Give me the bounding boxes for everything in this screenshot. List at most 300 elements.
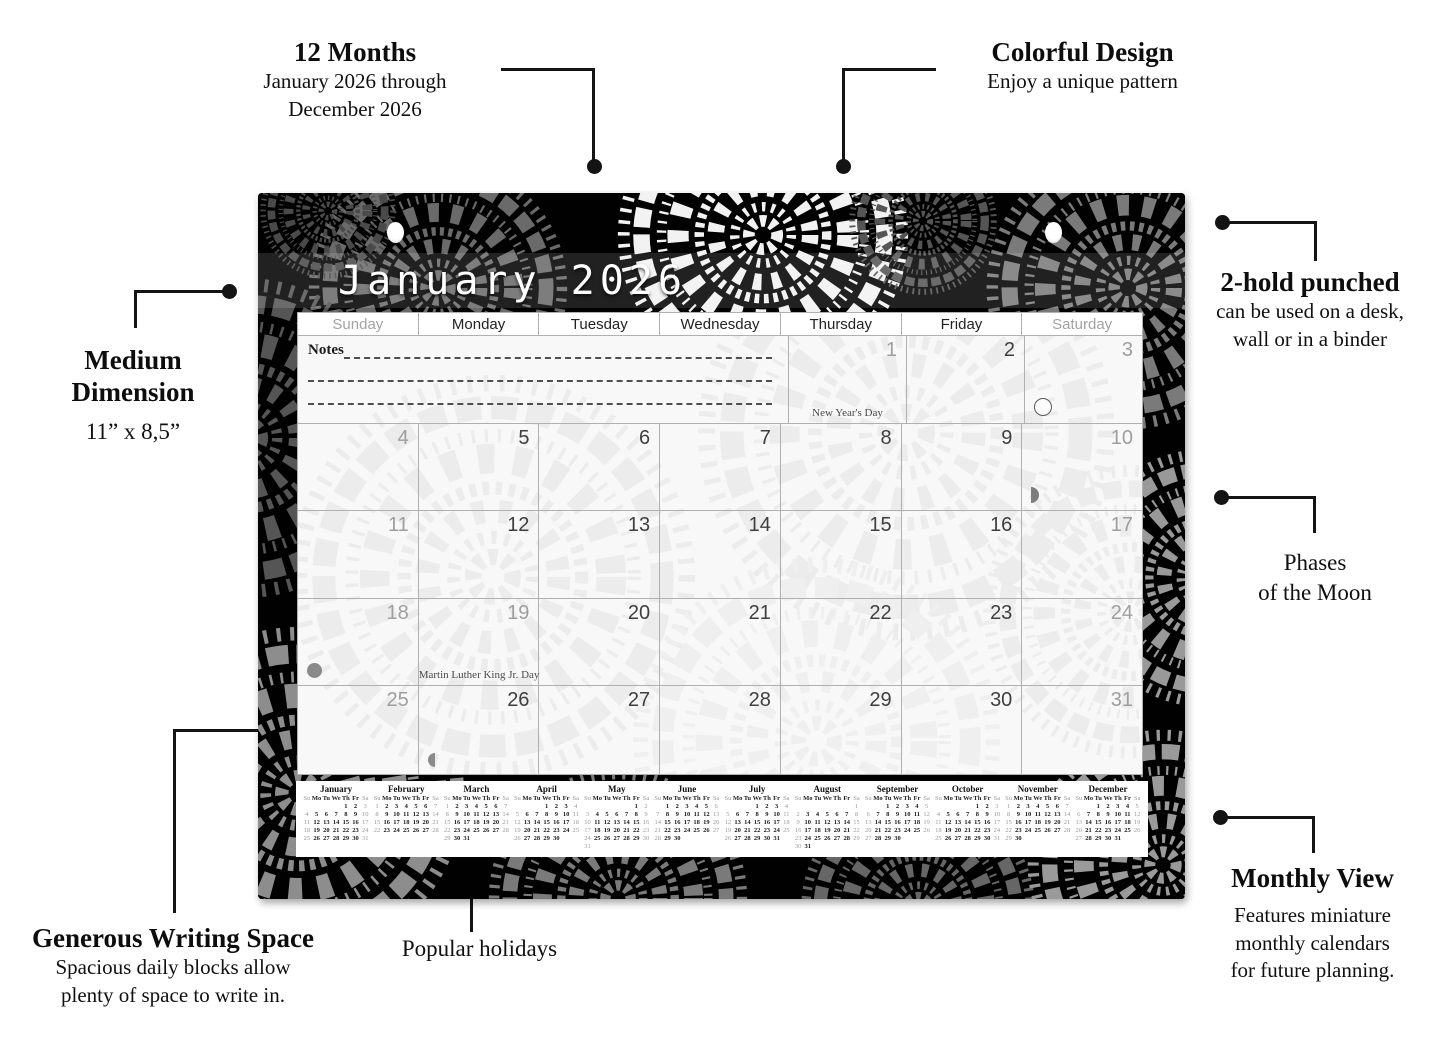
callout-dot-monthly-view (1213, 810, 1228, 825)
mini-date: 25 (693, 827, 700, 834)
day-header-thursday: Thursday (781, 313, 902, 336)
mini-date: 7 (1065, 803, 1069, 810)
day-header-friday: Friday (902, 313, 1023, 336)
week-row (298, 336, 1142, 424)
notes-label: Notes (308, 342, 344, 358)
mini-date: 3 (1116, 803, 1120, 810)
date-number: 6 (639, 426, 651, 449)
mini-date: 2 (385, 803, 389, 810)
mini-date-empty (813, 843, 823, 851)
mini-day-abbrev: Tu (533, 795, 541, 802)
mini-date: 19 (412, 819, 420, 826)
mini-date: 23 (1104, 827, 1112, 834)
mini-date: 5 (515, 811, 519, 818)
mini-date: 13 (422, 811, 429, 818)
mini-day-abbrev: We (471, 795, 481, 802)
mini-month-grid (442, 795, 510, 843)
date-number: 26 (507, 689, 530, 712)
mini-date: 23 (553, 827, 560, 834)
date-number: 11 (387, 514, 409, 537)
annotation-title: Medium (84, 345, 182, 375)
day-cell-3 (1025, 336, 1142, 424)
mini-date: 17 (683, 819, 691, 826)
mini-date: 30 (553, 835, 560, 842)
mini-date: 26 (412, 827, 420, 834)
mini-date: 28 (964, 835, 971, 842)
mini-date: 5 (946, 811, 950, 818)
day-cell-6 (539, 424, 660, 512)
mini-day-abbrev: Su (513, 795, 521, 802)
day-cell-24 (1022, 599, 1142, 687)
annotation-12-months (240, 36, 470, 123)
mini-date-empty (592, 843, 602, 851)
mini-month-grid (513, 795, 581, 843)
mini-date: 14 (1085, 819, 1092, 826)
day-cell-19 (419, 599, 540, 687)
mini-date: 9 (796, 819, 800, 826)
mini-date: 10 (393, 811, 400, 818)
mini-day-abbrev: We (963, 795, 973, 802)
mini-date: 13 (323, 819, 330, 826)
mini-day-abbrev: We (752, 795, 762, 802)
mini-day-abbrev: Sa (923, 795, 930, 802)
mini-month-grid (1004, 795, 1072, 843)
mini-date: 29 (1094, 835, 1102, 842)
mini-date: 7 (1086, 811, 1091, 818)
mini-date: 16 (983, 819, 991, 826)
date-number: 20 (627, 601, 651, 624)
mini-date-empty (873, 803, 883, 811)
mini-date: 29 (543, 835, 550, 842)
mini-day-abbrev: Th (412, 795, 420, 802)
mini-month-name: February (388, 784, 425, 794)
mini-day-abbrev: Sa (362, 795, 369, 802)
mini-date: 6 (494, 803, 498, 810)
mini-day-abbrev: Mo (803, 795, 813, 802)
mini-date: 2 (1016, 803, 1020, 810)
mini-date: 22 (974, 827, 981, 834)
month-grid (297, 312, 1143, 775)
mini-date: 31 (1114, 835, 1121, 842)
mini-date: 13 (1075, 819, 1082, 826)
date-number: 10 (1110, 426, 1134, 449)
day-cell-5 (419, 424, 540, 512)
day-cell-30 (902, 686, 1023, 774)
mini-date: 27 (1054, 827, 1061, 834)
mini-day-abbrev: Th (622, 795, 631, 802)
mini-date: 30 (673, 835, 681, 842)
mini-date: 10 (683, 811, 691, 818)
mini-calendar-august (793, 784, 861, 854)
day-header-wednesday: Wednesday (660, 313, 781, 336)
mini-date: 3 (995, 803, 999, 810)
mini-date: 4 (305, 811, 309, 818)
annotation-colorful-design (965, 36, 1200, 96)
mini-date: 7 (876, 811, 880, 818)
holiday-label: Martin Luther King Jr. Day (418, 669, 540, 682)
mini-date: 30 (763, 835, 771, 842)
mini-day-abbrev: Su (934, 795, 942, 802)
mini-date: 26 (724, 835, 732, 842)
mini-date-empty (1074, 803, 1084, 811)
mini-date: 16 (763, 819, 771, 826)
mini-date: 16 (352, 819, 359, 826)
mini-date: 26 (824, 835, 831, 842)
mini-date: 4 (695, 803, 699, 810)
mini-date: 21 (874, 827, 882, 834)
mini-calendar-january (302, 784, 370, 854)
date-number: 5 (518, 426, 530, 449)
mini-day-abbrev: Tu (603, 795, 611, 802)
mini-date: 28 (874, 835, 882, 842)
mini-date: 7 (433, 803, 438, 810)
mini-date: 11 (403, 811, 410, 818)
mini-date: 10 (1114, 811, 1121, 818)
day-cell-11 (298, 511, 419, 599)
mini-day-abbrev: Th (552, 795, 561, 802)
mini-date: 20 (1075, 827, 1082, 834)
mini-date: 25 (403, 827, 410, 834)
mini-date: 18 (913, 819, 921, 826)
mini-date: 9 (1016, 811, 1020, 818)
mini-date: 6 (615, 811, 619, 818)
day-cell-22 (781, 599, 902, 687)
mini-date: 19 (1133, 819, 1141, 826)
mini-day-abbrev: Su (303, 795, 311, 802)
callout-dot-phases-moon (1214, 490, 1229, 505)
mini-date: 12 (724, 819, 732, 826)
day-cell-26 (419, 686, 540, 774)
callout-line-12-months (501, 68, 595, 71)
mini-day-abbrev: Th (1043, 795, 1052, 802)
mini-date: 11 (303, 819, 310, 826)
annotation-phases-moon (1240, 548, 1390, 608)
mini-date: 8 (445, 811, 449, 818)
mini-date: 21 (332, 827, 340, 834)
mini-date: 1 (375, 803, 379, 810)
mini-calendars-strip (296, 781, 1148, 857)
mini-date: 15 (884, 819, 891, 826)
mini-day-abbrev: Sa (783, 795, 790, 802)
mini-date: 27 (323, 835, 330, 842)
mini-date: 26 (514, 835, 521, 842)
mini-month-name: March (463, 784, 490, 794)
mini-day-abbrev: We (542, 795, 552, 802)
mini-date: 5 (925, 803, 929, 810)
mini-date: 19 (482, 819, 490, 826)
mini-date: 7 (334, 811, 338, 818)
mini-date: 6 (324, 811, 328, 818)
mini-date: 25 (1124, 827, 1131, 834)
mini-date: 16 (794, 827, 802, 834)
mini-date: 23 (673, 827, 681, 834)
mini-date: 25 (572, 827, 580, 834)
day-cell-10 (1022, 424, 1142, 512)
mini-day-abbrev: Fr (983, 795, 991, 802)
mini-date: 10 (1024, 811, 1032, 818)
mini-date-empty (682, 835, 692, 843)
mini-date: 31 (773, 835, 780, 842)
mini-date: 23 (453, 827, 461, 834)
mini-date: 1 (634, 803, 638, 810)
mini-date: 31 (804, 843, 812, 850)
mini-date: 23 (642, 827, 650, 834)
mini-date: 15 (664, 819, 671, 826)
mini-calendar-october (934, 784, 1002, 854)
mini-date-empty (321, 803, 331, 811)
mini-date: 17 (584, 827, 591, 834)
mini-date: 12 (482, 811, 490, 818)
mini-date: 18 (403, 819, 410, 826)
mini-date-empty (631, 843, 641, 851)
moon-phase-icon-full (1034, 398, 1052, 416)
mini-date: 24 (393, 827, 400, 834)
mini-date: 13 (954, 819, 962, 826)
mini-date: 11 (1034, 811, 1041, 818)
mini-day-abbrev: Tu (463, 795, 471, 802)
mini-date-empty (832, 803, 842, 811)
mini-date-empty (622, 843, 632, 851)
annotation-size: 11” x 8,5” (85, 418, 181, 444)
mini-date: 16 (453, 819, 461, 826)
mini-date-empty (711, 835, 721, 843)
date-number: 7 (759, 426, 771, 449)
mini-month-grid (863, 795, 931, 843)
day-cell-20 (539, 599, 660, 687)
mini-date-empty (1123, 835, 1133, 843)
mini-date: 13 (734, 819, 741, 826)
mini-date: 1 (544, 803, 549, 810)
mini-date: 26 (313, 835, 320, 842)
mini-date: 4 (595, 811, 599, 818)
mini-date: 20 (613, 827, 621, 834)
date-number: 14 (748, 514, 771, 537)
mini-date: 20 (712, 819, 720, 826)
mini-date: 4 (574, 803, 578, 810)
callout-line-two-hold-punched (1222, 221, 1317, 224)
mini-date-empty (953, 803, 963, 811)
mini-date-empty (822, 803, 832, 811)
mini-day-abbrev: Th (903, 795, 912, 802)
mini-date: 4 (815, 811, 820, 818)
mini-calendar-december (1074, 784, 1142, 854)
mini-day-abbrev: Fr (702, 795, 710, 802)
mini-date: 14 (964, 819, 971, 826)
mini-date: 22 (443, 827, 451, 834)
date-number: 19 (507, 601, 530, 624)
mini-date-empty (813, 803, 823, 811)
mini-date: 17 (993, 819, 1001, 826)
mini-date: 24 (773, 827, 780, 834)
notes-writing-line (344, 343, 772, 359)
callout-line-two-hold-punched (1314, 221, 1317, 261)
mini-date: 17 (773, 819, 780, 826)
mini-date: 6 (424, 803, 428, 810)
mini-date: 22 (753, 827, 761, 834)
mini-date: 5 (605, 811, 609, 818)
annotation-monthly-view (1205, 862, 1420, 984)
day-cell-18 (298, 599, 419, 687)
day-cell-17 (1022, 511, 1142, 599)
mini-date: 7 (745, 811, 749, 818)
callout-line-monthly-view (1220, 816, 1315, 819)
mini-date: 6 (956, 811, 960, 818)
mini-date: 29 (853, 835, 860, 842)
mini-date: 1 (975, 803, 979, 810)
annotation-title: Colorful Design (991, 37, 1174, 67)
mini-date: 17 (393, 819, 400, 826)
mini-month-name: September (876, 784, 919, 794)
mini-date-empty (934, 803, 944, 811)
mini-date: 18 (935, 827, 942, 834)
mini-date: 21 (843, 827, 850, 834)
callout-line-12-months (592, 68, 595, 166)
mini-date: 5 (414, 803, 418, 810)
mini-date-empty (491, 835, 501, 843)
date-number: 9 (1001, 426, 1013, 449)
mini-calendar-april (513, 784, 581, 854)
mini-date-empty (513, 803, 523, 811)
mini-month-grid (302, 795, 370, 843)
mini-day-abbrev: Th (692, 795, 701, 802)
mini-day-abbrev: We (401, 795, 411, 802)
mini-date: 4 (1036, 803, 1040, 810)
week-row (298, 511, 1142, 599)
mini-date: 23 (1015, 827, 1022, 834)
mini-date: 16 (1015, 819, 1022, 826)
mini-date: 18 (303, 827, 311, 834)
mini-date: 3 (905, 803, 909, 810)
mini-date: 28 (1085, 835, 1092, 842)
mini-date: 1 (886, 803, 890, 810)
mini-date: 27 (422, 827, 429, 834)
mini-date: 21 (964, 827, 971, 834)
mini-date: 20 (833, 827, 841, 834)
mini-date-empty (1043, 835, 1053, 843)
mini-date: 16 (553, 819, 560, 826)
mini-date: 22 (884, 827, 891, 834)
mini-date: 22 (373, 827, 381, 834)
mini-date: 28 (432, 827, 439, 834)
mini-date: 13 (523, 819, 531, 826)
mini-date: 16 (383, 819, 391, 826)
mini-day-abbrev: Tu (743, 795, 752, 802)
day-cell-15 (781, 511, 902, 599)
mini-date-empty (1132, 835, 1142, 843)
mini-day-abbrev: We (892, 795, 902, 802)
day-cell-27 (539, 686, 660, 774)
mini-date: 2 (455, 803, 459, 810)
mini-date: 9 (455, 811, 459, 818)
calendar-title-band (258, 253, 1185, 308)
mini-date: 4 (404, 803, 408, 810)
annotation-title: Generous Writing Space (31, 923, 315, 953)
mini-date: 28 (502, 827, 509, 834)
mini-date: 15 (1005, 819, 1012, 826)
mini-date: 5 (825, 811, 829, 818)
mini-date: 31 (362, 835, 369, 842)
mini-date: 2 (985, 803, 989, 810)
mini-date: 27 (492, 827, 500, 834)
mini-date: 27 (954, 835, 962, 842)
mini-date: 23 (894, 827, 901, 834)
mini-date: 17 (463, 819, 470, 826)
mini-date-empty (561, 835, 571, 843)
mini-date: 24 (903, 827, 911, 834)
mini-date-empty (803, 803, 813, 811)
mini-day-abbrev: Mo (522, 795, 532, 802)
mini-month-name: November (1017, 784, 1058, 794)
mini-date: 17 (1024, 819, 1032, 826)
callout-line-monthly-view (1312, 816, 1315, 853)
mini-date: 27 (833, 835, 841, 842)
calendar-title: January 2026 (338, 257, 687, 304)
day-header-sunday: Sunday (298, 313, 419, 336)
mini-date: 13 (1054, 811, 1061, 818)
mini-date: 21 (432, 819, 439, 826)
mini-day-abbrev: Sa (853, 795, 860, 802)
annotation-title: 12 Months (293, 37, 417, 67)
date-number: 23 (990, 601, 1013, 624)
mini-date: 19 (824, 827, 831, 834)
annotation-text: Features miniature (1234, 903, 1391, 928)
mini-date: 9 (554, 811, 558, 818)
mini-date: 2 (895, 803, 900, 810)
mini-date: 23 (383, 827, 391, 834)
mini-date-empty (842, 803, 852, 811)
mini-date: 15 (342, 819, 350, 826)
mini-date: 1 (1006, 803, 1011, 810)
mini-calendar-june (653, 784, 721, 854)
weeks-container (298, 336, 1142, 774)
mini-day-abbrev: Sa (993, 795, 1001, 802)
mini-date: 8 (344, 811, 348, 818)
mini-day-abbrev: Mo (873, 795, 883, 802)
mini-date: 4 (936, 811, 941, 818)
mini-date: 7 (535, 811, 539, 818)
mini-day-abbrev: Sa (1133, 795, 1141, 802)
mini-day-abbrev: Th (1113, 795, 1122, 802)
moon-phase-icon-new (307, 663, 322, 678)
mini-date: 21 (654, 827, 661, 834)
mini-date: 5 (726, 811, 730, 818)
mini-date: 12 (824, 819, 831, 826)
date-number: 25 (386, 689, 409, 712)
mini-date: 20 (323, 827, 330, 834)
mini-date: 31 (463, 835, 470, 842)
mini-date: 2 (675, 803, 679, 810)
mini-date: 17 (562, 819, 570, 826)
mini-day-abbrev: Th (833, 795, 841, 802)
mini-date-empty (622, 803, 632, 811)
mini-date: 12 (923, 811, 930, 818)
mini-date-empty (653, 803, 663, 811)
day-cell-4 (298, 424, 419, 512)
mini-date-empty (472, 835, 482, 843)
mini-date: 16 (673, 819, 681, 826)
mini-day-abbrev: Mo (311, 795, 322, 802)
mini-date: 30 (894, 835, 901, 842)
week-row (298, 686, 1142, 774)
mini-day-abbrev: Tu (954, 795, 962, 802)
mini-month-name: June (677, 784, 697, 794)
mini-day-abbrev: Th (973, 795, 982, 802)
mini-date: 31 (584, 843, 591, 850)
mini-date: 11 (814, 819, 821, 826)
mini-date: 1 (854, 803, 859, 810)
mini-date: 8 (1096, 811, 1100, 818)
day-cell-7 (660, 424, 781, 512)
